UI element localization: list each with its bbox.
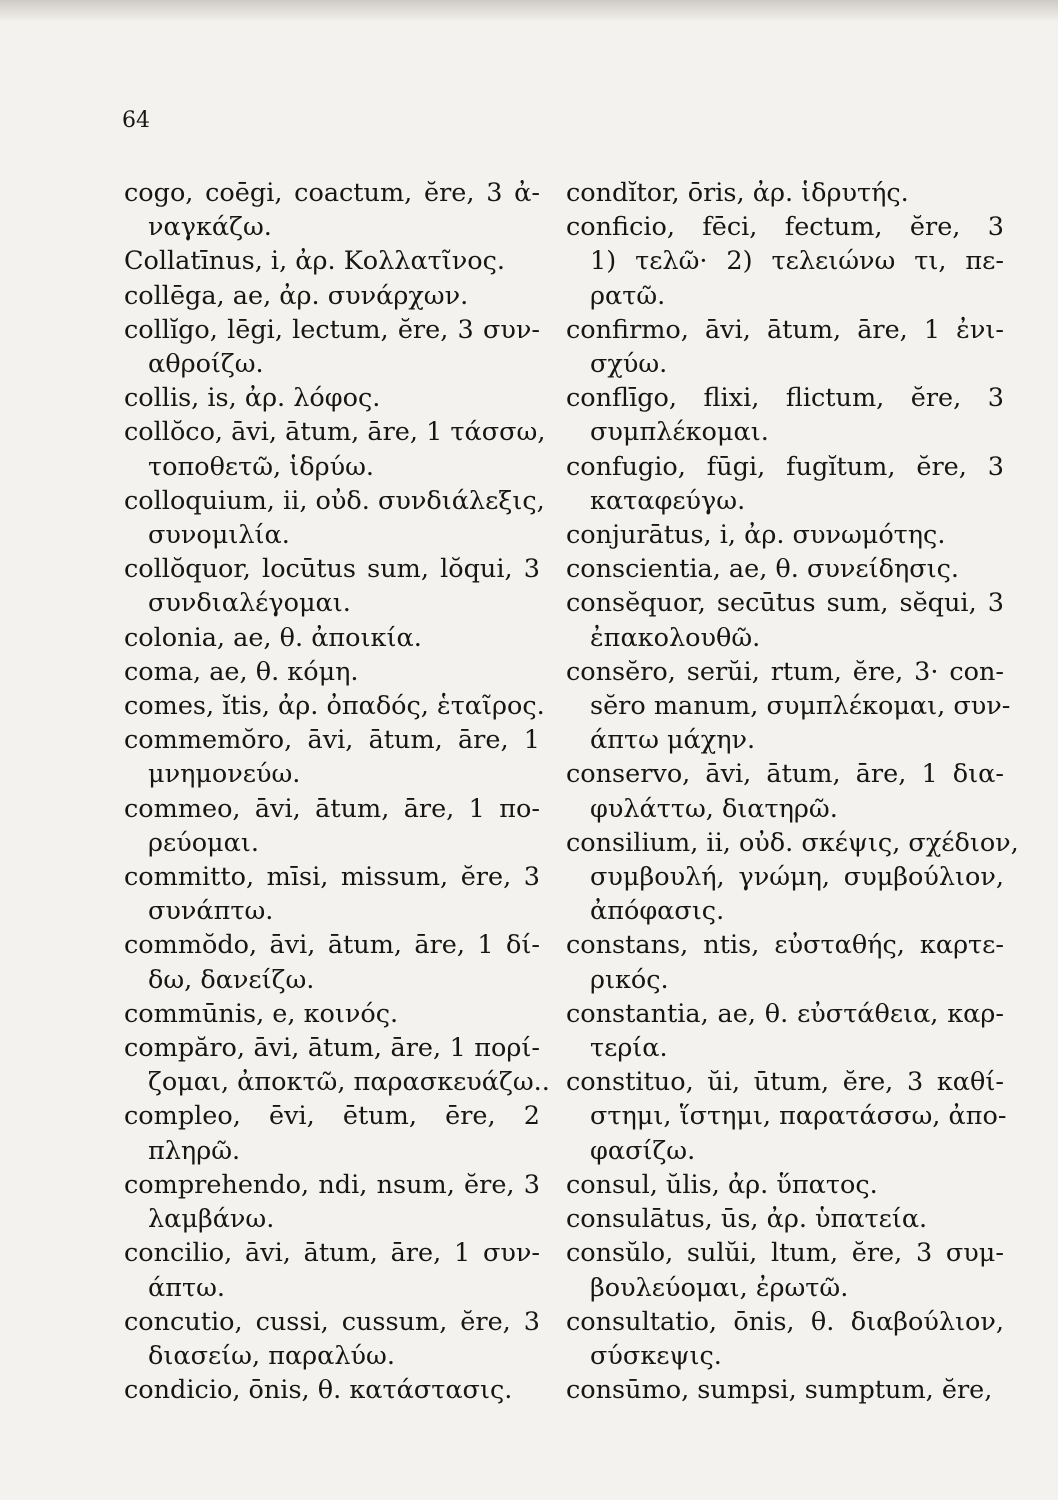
entry-continuation-line: άπτω μάχην. xyxy=(590,725,756,756)
dictionary-entry xyxy=(124,1236,540,1304)
entry-headword-line: commūnis, e, κοινός. xyxy=(124,998,399,1029)
dictionary-entry xyxy=(124,1305,540,1373)
entry-continuation-line: ἀπόφασις. xyxy=(590,896,725,927)
entry-headword-line: conjurātus, i, ἀρ. συνωμότης. xyxy=(566,520,946,551)
entry-continuation-line: τερία. xyxy=(590,1033,668,1064)
dictionary-entry xyxy=(566,552,1004,586)
dictionary-entry xyxy=(566,655,1011,758)
entry-headword-line: concutio, cussi, cussum, ĕre, 3 xyxy=(124,1306,540,1337)
dictionary-entry xyxy=(124,792,540,860)
entry-continuation-line: αθροίζω. xyxy=(148,349,264,380)
entry-headword-line: coma, ae, θ. κόμη. xyxy=(124,656,359,687)
entry-headword-line: comprehendo, ndi, nsum, ĕre, 3 xyxy=(124,1169,540,1200)
dictionary-entry xyxy=(566,1168,1004,1202)
dictionary-entry xyxy=(124,997,540,1031)
page-number: 64 xyxy=(122,108,150,133)
entry-headword-line: constans, ntis, εὐσταθής, καρτε- xyxy=(566,930,1004,961)
dictionary-entry xyxy=(566,450,1004,518)
entry-continuation-line: στημι, ἵστημι, παρατάσσω, ἀπο- xyxy=(590,1101,1007,1132)
dictionary-entry xyxy=(124,552,540,620)
dictionary-entry xyxy=(124,655,540,689)
dictionary-entry xyxy=(566,1202,1004,1236)
entry-continuation-line: συμβουλή, γνώμη, συμβούλιον, xyxy=(590,862,1004,893)
dictionary-entry xyxy=(124,313,540,381)
dictionary-entry xyxy=(566,381,1004,449)
entry-headword-line: confugio, fūgi, fugĭtum, ĕre, 3 xyxy=(566,451,1004,482)
entry-headword-line: constituo, ŭi, ūtum, ĕre, 3 καθί- xyxy=(566,1067,1004,1098)
entry-headword-line: consĕro, serŭi, rtum, ĕre, 3· con- xyxy=(566,656,1004,687)
entry-continuation-line: δω, δανείζω. xyxy=(148,964,315,995)
dictionary-entry xyxy=(124,244,540,278)
entry-headword-line: consul, ŭlis, ἀρ. ὕπατος. xyxy=(566,1169,878,1200)
entry-headword-line: conscientia, ae, θ. συνείδησις. xyxy=(566,554,960,585)
dictionary-entry xyxy=(124,860,540,928)
entry-continuation-line: ναγκάζω. xyxy=(148,212,272,243)
entry-headword-line: collŏco, āvi, ātum, āre, 1 τάσσω, xyxy=(124,417,546,448)
entry-continuation-line: τοποθετῶ, ἱδρύω. xyxy=(148,451,374,482)
entry-continuation-line: sĕro manum, συμπλέκομαι, συν- xyxy=(590,691,1011,722)
entry-headword-line: confirmo, āvi, ātum, āre, 1 ἐνι- xyxy=(566,314,1004,345)
dictionary-entry xyxy=(566,1236,1004,1304)
dictionary-entry xyxy=(124,381,540,415)
entry-headword-line: cogo, coēgi, coactum, ĕre, 3 ἀ- xyxy=(124,178,540,208)
entry-headword-line: conficio, fēci, fectum, ĕre, 3 xyxy=(566,212,1004,243)
dictionary-entry xyxy=(124,621,540,655)
entry-headword-line: consultatio, ōnis, θ. διαβούλιον, xyxy=(566,1306,1004,1337)
dictionary-entry xyxy=(566,313,1004,381)
dictionary-entry xyxy=(566,757,1004,825)
entry-headword-line: collŏquor, locūtus sum, lŏqui, 3 xyxy=(124,554,540,585)
entry-headword-line: conflīgo, flixi, flictum, ĕre, 3 xyxy=(566,383,1004,414)
dictionary-entry xyxy=(566,518,1004,552)
entry-continuation-line: συνομιλία. xyxy=(148,520,290,551)
dictionary-entry xyxy=(566,1065,1007,1168)
right-column xyxy=(566,176,1019,1407)
entry-continuation-line: ρεύομαι. xyxy=(148,827,259,858)
entry-continuation-line: άπτω. xyxy=(148,1272,225,1303)
entry-headword-line: collĭgo, lēgi, lectum, ĕre, 3 συν- xyxy=(124,314,540,345)
entry-continuation-line: συμπλέκομαι. xyxy=(590,417,769,448)
entry-continuation-line: συνδιαλέγομαι. xyxy=(148,588,351,619)
entry-headword-line: constantia, ae, θ. εὐστάθεια, καρ- xyxy=(566,998,1004,1029)
dictionary-entry xyxy=(566,826,1019,929)
dictionary-entry xyxy=(124,1099,540,1167)
entry-headword-line: committo, mīsi, missum, ĕre, 3 xyxy=(124,862,540,893)
entry-headword-line: commŏdo, āvi, ātum, āre, 1 δί- xyxy=(124,930,540,961)
dictionary-entry xyxy=(566,997,1004,1065)
entry-continuation-line: ζομαι, ἀποκτῶ, παρασκευάζω.. xyxy=(148,1067,550,1098)
entry-continuation-line: διασείω, παραλύω. xyxy=(148,1340,395,1371)
dictionary-entry xyxy=(124,1031,550,1099)
entry-continuation-line: βουλεύομαι, ἐρωτῶ. xyxy=(590,1272,849,1303)
entry-headword-line: comes, ĭtis, ἀρ. ὀπαδός, ἑταῖρος. xyxy=(124,691,545,722)
dictionary-entry xyxy=(124,484,545,552)
entry-continuation-line: ρικός. xyxy=(590,964,669,995)
dictionary-entry xyxy=(124,723,540,791)
dictionary-entry xyxy=(124,279,540,313)
entry-headword-line: consūmo, sumpsi, sumptum, ĕre, xyxy=(566,1375,993,1406)
entry-headword-line: consĕquor, secūtus sum, sĕqui, 3 xyxy=(566,588,1004,619)
entry-headword-line: Collatīnus, i, ἀρ. Κολλατῖνος. xyxy=(124,246,506,277)
dictionary-entry xyxy=(124,1168,540,1236)
entry-headword-line: conservo, āvi, ātum, āre, 1 δια- xyxy=(566,759,1004,790)
entry-headword-line: compăro, āvi, ātum, āre, 1 πορί- xyxy=(124,1033,540,1064)
entry-continuation-line: συνάπτω. xyxy=(148,896,274,927)
entry-continuation-line: ἐπακολουθῶ. xyxy=(590,622,761,653)
dictionary-entry xyxy=(566,176,1004,210)
entry-headword-line: consulātus, ūs, ἀρ. ὑπατεία. xyxy=(566,1204,928,1235)
dictionary-entry xyxy=(124,928,540,996)
dictionary-entry xyxy=(124,1373,540,1407)
entry-headword-line: commemŏro, āvi, ātum, āre, 1 xyxy=(124,725,540,756)
entry-headword-line: concilio, āvi, ātum, āre, 1 συν- xyxy=(124,1238,540,1269)
dictionary-entry xyxy=(566,1305,1004,1373)
entry-headword-line: collēga, ae, ἀρ. συνάρχων. xyxy=(124,280,469,311)
entry-headword-line: consilium, ii, οὐδ. σκέψις, σχέδιον, xyxy=(566,827,1019,858)
dictionary-entry xyxy=(566,586,1004,654)
entry-headword-line: colonia, ae, θ. ἀποικία. xyxy=(124,622,422,653)
entry-continuation-line: καταφεύγω. xyxy=(590,485,746,516)
dictionary-entry xyxy=(566,1373,1004,1407)
dictionary-entry xyxy=(124,689,545,723)
entry-headword-line: condicio, ōnis, θ. κατάστασις. xyxy=(124,1375,513,1406)
entry-headword-line: compleo, ēvi, ētum, ēre, 2 xyxy=(124,1101,540,1132)
dictionary-entry xyxy=(124,415,546,483)
entry-headword-line: commeo, āvi, ātum, āre, 1 πο- xyxy=(124,793,540,824)
scan-top-edge xyxy=(0,0,1058,22)
entry-headword-line: condĭtor, ōris, ἀρ. ἱδρυτής. xyxy=(566,178,909,208)
entry-continuation-line: σχύω. xyxy=(590,349,668,380)
entry-headword-line: collis, is, ἀρ. λόφος. xyxy=(124,383,381,414)
entry-continuation-line: φασίζω. xyxy=(590,1135,696,1166)
dictionary-entry xyxy=(566,928,1004,996)
entry-continuation-line: φυλάττω, διατηρῶ. xyxy=(590,793,838,824)
left-column xyxy=(124,176,550,1407)
entry-continuation-line: ρατῶ. xyxy=(590,280,666,311)
dictionary-entry xyxy=(566,210,1004,313)
entry-continuation-line: πληρῶ. xyxy=(148,1135,241,1166)
entry-headword-line: consŭlo, sulŭi, ltum, ĕre, 3 συμ- xyxy=(566,1238,1004,1269)
entry-continuation-line: σύσκεψις. xyxy=(590,1340,722,1371)
entry-continuation-line: 1) τελῶ· 2) τελειώνω τι, πε- xyxy=(590,246,1004,277)
entry-continuation-line: μνημονεύω. xyxy=(148,759,301,790)
dictionary-entry xyxy=(124,176,540,244)
entry-headword-line: colloquium, ii, οὐδ. συνδιάλεξις, xyxy=(124,485,545,516)
entry-continuation-line: λαμβάνω. xyxy=(148,1204,275,1235)
